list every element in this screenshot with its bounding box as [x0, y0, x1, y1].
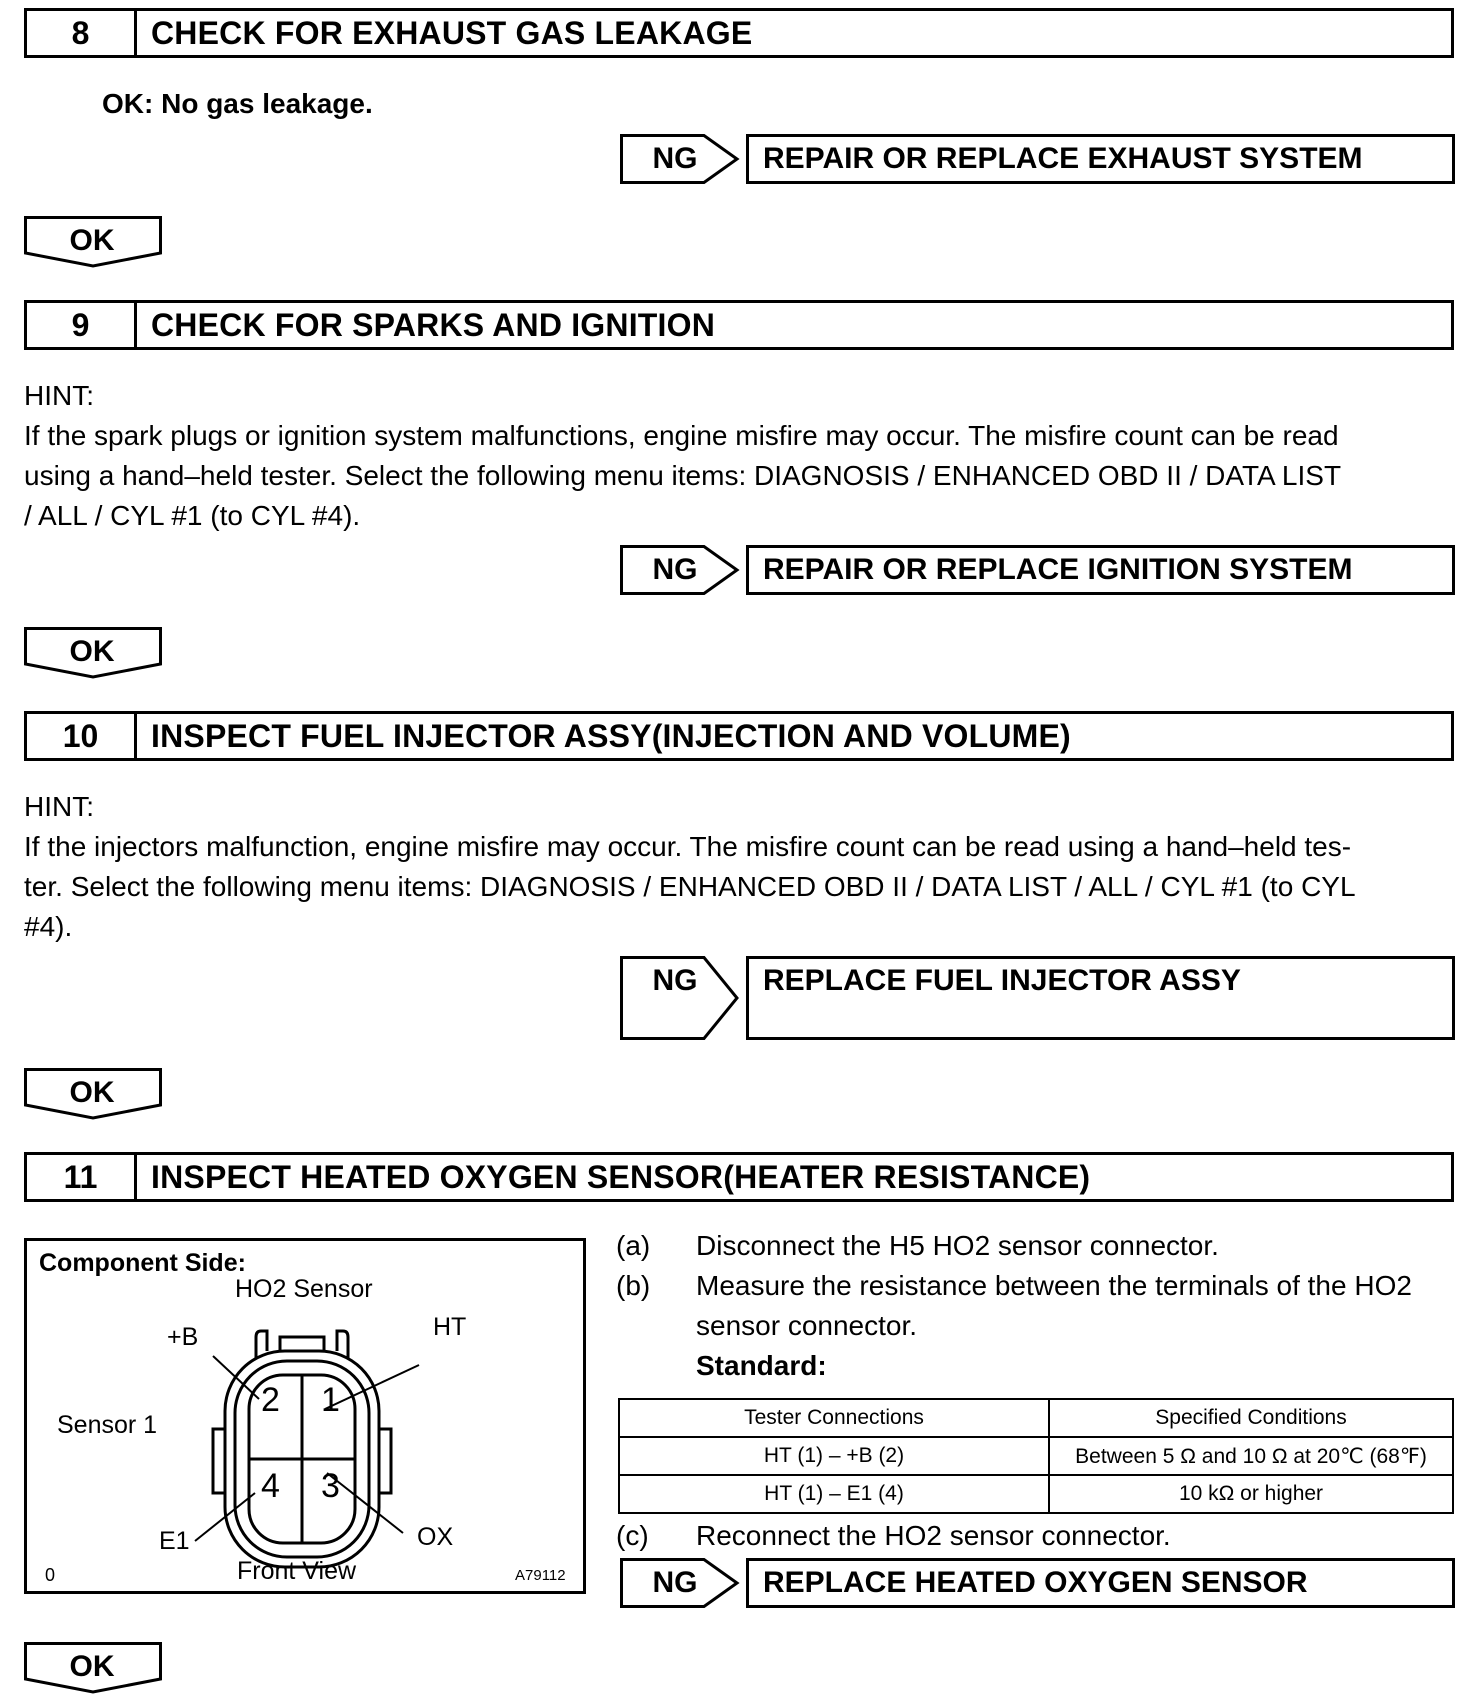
pin-number: 3 [321, 1467, 340, 1505]
ng-label: NG [652, 142, 698, 175]
step-9-header [24, 300, 1454, 350]
standard-table [618, 1398, 1454, 1514]
table-row [619, 1437, 1453, 1475]
step-8-header [24, 8, 1454, 58]
table-header-row [619, 1399, 1453, 1437]
table-cell: 10 kΩ or higher [1049, 1475, 1453, 1513]
pin-number: 2 [261, 1381, 280, 1419]
sensor-position: Sensor 1 [57, 1411, 158, 1439]
pin-label-e1: E1 [159, 1527, 190, 1555]
hint-line: using a hand–held tester. Select the following menu items: DIAGNOSIS / ENHANCED OBD II / DATA LIST [24, 460, 1342, 491]
instruction-text: Measure the resistance between the terminals of the HO2 [696, 1270, 1412, 1301]
instruction-text: Reconnect the HO2 sensor connector. [696, 1520, 1171, 1551]
standard-label: Standard: [696, 1350, 827, 1381]
pin-label-plus-b: +B [167, 1323, 199, 1351]
hint-text [24, 416, 1456, 536]
step-number: 10 [27, 714, 137, 758]
ok-branch-step-11[interactable] [24, 1642, 164, 1699]
hint-line: ter. Select the following menu items: DIAGNOSIS / ENHANCED OBD II / DATA LIST / ALL / CYL #1 (to CYL [24, 871, 1356, 902]
sensor-name: HO2 Sensor [235, 1275, 373, 1303]
ok-condition: OK: No gas leakage. [102, 88, 373, 119]
hint-line: #4). [24, 911, 73, 942]
pin-label-ht: HT [433, 1313, 467, 1341]
ok-label: OK [69, 1650, 115, 1683]
ng-action: REPAIR OR REPLACE EXHAUST SYSTEM [746, 134, 1455, 184]
instruction-letter: (b) [616, 1270, 651, 1301]
step-title: CHECK FOR EXHAUST GAS LEAKAGE [151, 14, 753, 51]
diagram-heading: Component Side: [39, 1249, 246, 1277]
step-title: INSPECT HEATED OXYGEN SENSOR(HEATER RESISTANCE) [151, 1158, 1091, 1195]
step-11-header [24, 1152, 1454, 1202]
table-cell: HT (1) – +B (2) [619, 1437, 1049, 1475]
ok-branch-step-8[interactable] [24, 216, 164, 273]
ng-label: NG [652, 1566, 698, 1599]
hint-label: HINT: [24, 791, 94, 822]
corner-mark: 0 [45, 1565, 56, 1585]
hint-line: / ALL / CYL #1 (to CYL #4). [24, 500, 361, 531]
step-number: 9 [27, 303, 137, 347]
ok-branch-step-9[interactable] [24, 627, 164, 684]
ok-label: OK [69, 224, 115, 257]
step-number: 8 [27, 11, 137, 55]
table-row [619, 1475, 1453, 1513]
ng-label: NG [652, 964, 698, 997]
ho2-connector-diagram [24, 1238, 586, 1594]
ok-branch-step-10[interactable] [24, 1068, 164, 1125]
ng-action: REPAIR OR REPLACE IGNITION SYSTEM [746, 545, 1455, 595]
instruction-text: sensor connector. [696, 1310, 918, 1341]
table-header: Tester Connections [619, 1399, 1049, 1437]
ng-action: REPLACE FUEL INJECTOR ASSY [746, 956, 1455, 1040]
step-title: CHECK FOR SPARKS AND IGNITION [151, 306, 716, 343]
ng-action: REPLACE HEATED OXYGEN SENSOR [746, 1558, 1455, 1608]
step-10-header [24, 711, 1454, 761]
hint-label: HINT: [24, 380, 94, 411]
instruction-letter: (c) [616, 1520, 649, 1551]
hint-text [24, 827, 1456, 947]
pin-number: 1 [321, 1381, 340, 1419]
ok-label: OK [69, 1076, 115, 1109]
hint-line: If the spark plugs or ignition system malfunctions, engine misfire may occur. The misfire count can be read [24, 420, 1339, 451]
instruction-letter: (a) [616, 1230, 651, 1261]
table-header: Specified Conditions [1049, 1399, 1453, 1437]
instruction-text: Disconnect the H5 HO2 sensor connector. [696, 1230, 1219, 1261]
figure-id: A79112 [515, 1567, 566, 1584]
hint-line: If the injectors malfunction, engine misfire may occur. The misfire count can be read using a hand–held tes- [24, 831, 1352, 862]
pin-number: 4 [261, 1467, 280, 1505]
ok-label: OK [69, 635, 115, 668]
table-cell: Between 5 Ω and 10 Ω at 20℃ (68℉) [1049, 1437, 1453, 1475]
table-cell: HT (1) – E1 (4) [619, 1475, 1049, 1513]
pin-label-ox: OX [417, 1523, 454, 1551]
step-title: INSPECT FUEL INJECTOR ASSY(INJECTION AND VOLUME) [151, 717, 1071, 754]
ng-label: NG [652, 553, 698, 586]
step-number: 11 [27, 1155, 137, 1199]
view-label: Front View [237, 1557, 357, 1585]
